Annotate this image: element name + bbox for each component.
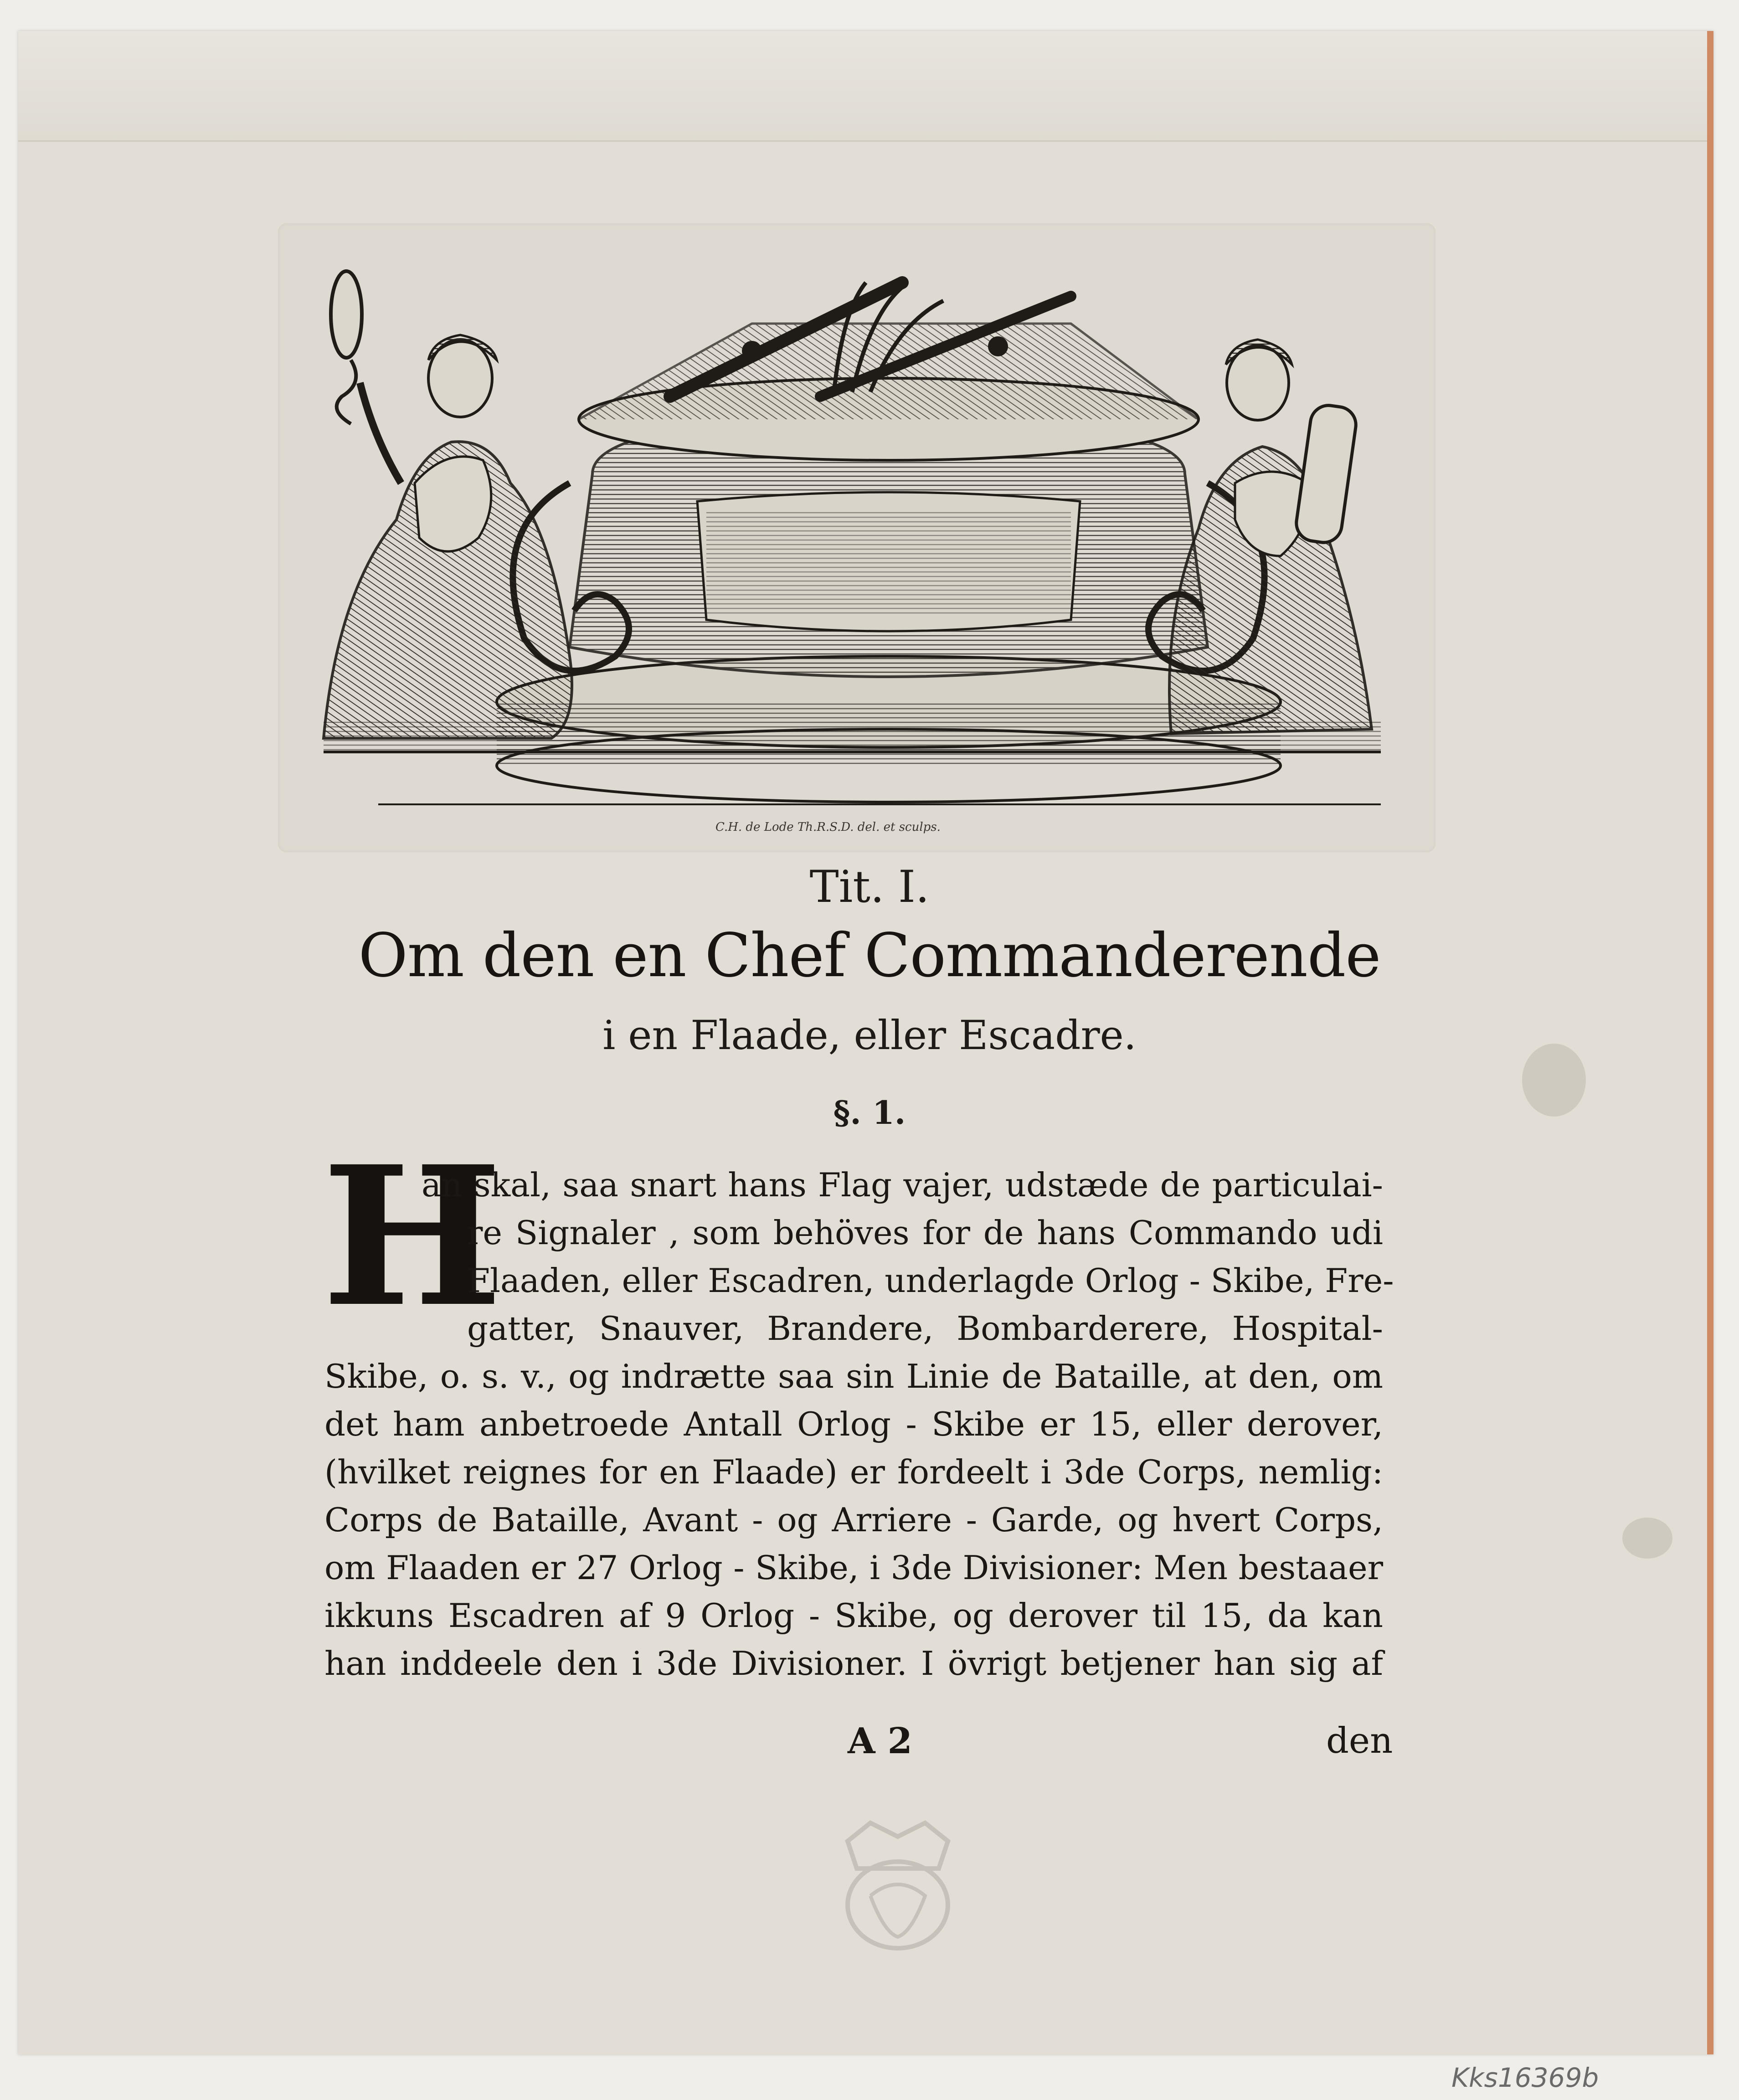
section-mark: §. 1. — [833, 1094, 906, 1132]
drop-capital: H — [322, 1125, 503, 1349]
body-line: (hvilket reignes for en Flaade) er fordeelt i 3de Corps, nemlig: — [324, 1453, 1383, 1491]
signature-mark: A 2 — [848, 1720, 912, 1762]
page-subtitle: i en Flaade, eller Escadre. — [602, 1012, 1137, 1059]
body-line: Corps de Bataille, Avant - og Arriere - Garde, og hvert Corps, — [324, 1501, 1383, 1539]
engraved-vignette-figures-pedestal — [296, 246, 1408, 843]
body-line: Skibe, o. s. v., og indrætte saa sin Linie de Bataille, at den, om — [324, 1357, 1383, 1395]
catchword: den — [1326, 1720, 1393, 1761]
body-line: det ham anbetroede Antall Orlog - Skibe er 15, eller derover, — [324, 1405, 1383, 1443]
body-line: ikkuns Escadren af 9 Orlog - Skibe, og derover til 15, da kan — [324, 1596, 1383, 1635]
body-line: gatter, Snauver, Brandere, Bombarderere, Hospital- — [467, 1309, 1383, 1348]
body-line: an skal, saa snart hans Flag vajer, udstæde de particulai- — [422, 1166, 1383, 1204]
left-allegorical-figure — [324, 271, 572, 738]
body-line: han inddeele den i 3de Divisioner. I övrigt betjener han sig af — [324, 1644, 1383, 1683]
sheet-top-fold — [18, 31, 1707, 142]
body-line: re Signaler , som behöves for de hans Commando udi — [467, 1214, 1383, 1252]
engraver-credit: C.H. de Lode Th.R.S.D. del. et sculps. — [715, 820, 941, 834]
body-line: om Flaaden er 27 Orlog - Skibe, i 3de Divisioner: Men bestaaer — [324, 1549, 1383, 1587]
foxing-spot — [1622, 1518, 1672, 1559]
title-number: Tit. I. — [809, 861, 930, 912]
faint-collection-stamp — [820, 1814, 975, 1960]
page-title: Om den en Chef Commanderende — [358, 921, 1381, 991]
shelfmark-label: Kks16369b — [1451, 2062, 1599, 2093]
right-allegorical-figure — [1169, 340, 1372, 734]
body-line: Flaaden, eller Escadren, underlagde Orlog - Skibe, Fre- — [467, 1261, 1394, 1300]
